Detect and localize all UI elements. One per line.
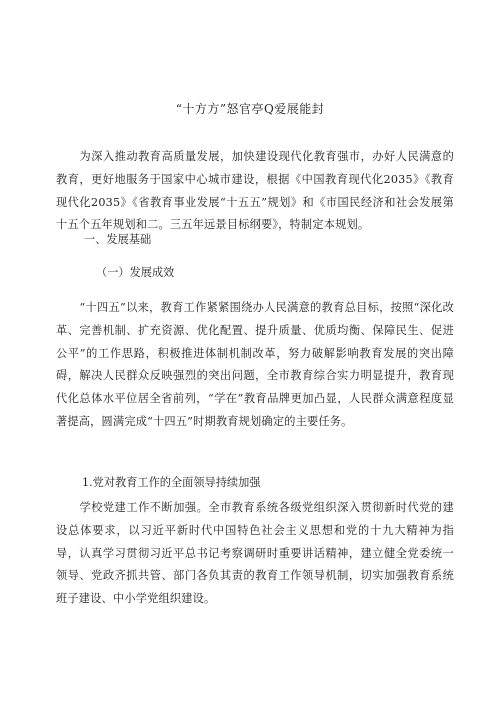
party-building-paragraph: 学校党建工作不断加强。全市教育系统各级党组织深入贯彻新时代党的建设总体要求，以习近平新时代中国特色社会主义思想和党的十九大精神为指导，认真学习贯彻习近平总书记考察调研时重要讲话精神，建立健全党委统一领导、党政齐抓共管、部门各负其责的教育工作领导机制，切实加强教育系统班子建设、中小学党组织建设。 (56, 501, 454, 606)
item-heading: 1.党对教育工作的全面领导持续加强 (82, 476, 261, 489)
subsection-heading: （一）发展成效 (96, 266, 175, 279)
achievements-paragraph: “十四五”以来，教育工作紧紧围绕办人民满意的教育总目标，按照“深化改革、完善机制、扩充资源、优化配置、提升质量、优质均衡、保障民生、促进公平”的工作思路，积极推进体制机制改革，努力破解影响教育发展的突出障碍，解决人民群众反映强烈的突出问题，全市教育综合实力明显提升，教育现代化总体水平位居全省前列，“学在”教育品牌更加凸显，人民群众满意程度显著提高，圆满完成“十四五”时期教育规划确定的主要任务。 (56, 301, 454, 428)
intro-paragraph: 为深入推动教育高质量发展，加快建设现代化教育强市，办好人民满意的教育，更好地服务于国家中心城市建设，根据《中国教育现代化2035》《教育现代化2035》《省教育事业发展“十五五”规划》和《市国民经济和社会发展第十五个五年规划和二。三五年远景目标纲要》，特制定本规划。 (56, 150, 454, 232)
document-title: “十方方”怒官亭Q爱展能封 (175, 102, 325, 116)
section-heading: 一、发展基础 (84, 233, 152, 246)
